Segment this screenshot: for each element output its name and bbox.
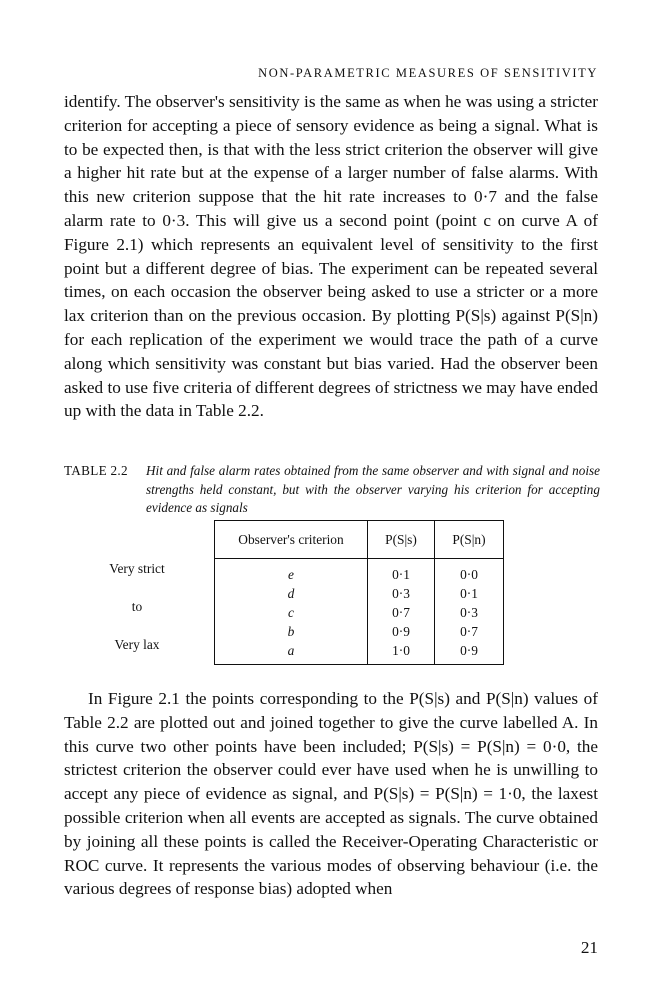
criterion-cell: d	[215, 584, 368, 603]
false-alarm-cell: 0·0	[435, 559, 504, 585]
page-number: 21	[580, 938, 598, 957]
header-false-alarm-rate: P(S|n)	[435, 521, 504, 559]
false-alarm-cell: 0·9	[435, 641, 504, 665]
table-row	[215, 641, 504, 665]
criterion-cell: b	[215, 622, 368, 641]
criterion-cell: a	[215, 641, 368, 665]
hit-rate-cell: 0·3	[368, 584, 435, 603]
body-paragraph-1: identify. The observer's sensitivity is the same as when he was using a stricter criterion for accepting a piece of sensory evidence as being a signal. What is to be expected then, is that with the less strict criterion the observer will give a higher hit rate but at the expense of a larger number of false alarms. With this new criterion suppose that the hit rate increases to 0·7 and the false alarm rate to 0·3. This will give us a second point (point c on curve A of Figure 2.1) which represents an equivalent level of sensitivity to the first point but a different degree of bias. The experiment can be repeated several times, on each occasion the observer being asked to use a stricter or a more lax criterion than on the previous occasion. By plotting P(S|s) against P(S|n) for each replication of the experiment we would trace the path of a curve along which sensitivity was constant but bias varied. Had the observer been asked to use five criteria of different degrees of strictness we may have ended up with the data in Table 2.2.	[64, 92, 598, 421]
header-observer-criterion: Observer's criterion	[215, 521, 368, 559]
data-table	[214, 520, 504, 665]
table-row	[215, 622, 504, 641]
hit-rate-cell: 0·7	[368, 603, 435, 622]
table-row	[215, 584, 504, 603]
row-label-very-strict: Very strict	[109, 561, 165, 576]
hit-rate-cell: 1·0	[368, 641, 435, 665]
false-alarm-cell: 0·3	[435, 603, 504, 622]
running-head: NON-PARAMETRIC MEASURES OF SENSITIVITY	[258, 66, 598, 80]
table-row	[215, 559, 504, 585]
criterion-cell: e	[215, 559, 368, 585]
false-alarm-cell: 0·7	[435, 622, 504, 641]
body-paragraph-2: In Figure 2.1 the points corresponding to the P(S|s) and P(S|n) values of Table 2.2 are plotted out and joined together to give the curve labelled A. In this curve two other points have been included; P(S|s) = P(S|n) = 0·0, the strictest criterion the observer could ever have used when he is unwilling to accept any piece of evidence as signal, and P(S|s) = P(S|n) = 1·0, the laxest possible criterion when all events are accepted as signals. The curve obtained by joining all these points is called the Receiver-Operating Characteristic or ROC curve. It represents the various modes of observing behaviour (i.e. the various degrees of response bias) adopted when	[64, 689, 598, 899]
row-label-very-lax: Very lax	[114, 637, 160, 652]
table-header-row	[215, 521, 504, 559]
header-hit-rate: P(S|s)	[368, 521, 435, 559]
row-label-to: to	[131, 599, 143, 614]
hit-rate-cell: 0·9	[368, 622, 435, 641]
hit-rate-cell: 0·1	[368, 559, 435, 585]
table-2-2	[64, 520, 564, 658]
table-caption-label: TABLE 2.2	[64, 463, 128, 478]
table-caption-text: Hit and false alarm rates obtained from the same observer and with signal and noise strengths held constant, but with the observer varying his criterion for accepting evidence as signals	[146, 463, 600, 515]
false-alarm-cell: 0·1	[435, 584, 504, 603]
criterion-cell: c	[215, 603, 368, 622]
table-row	[215, 603, 504, 622]
table-caption	[64, 462, 600, 518]
